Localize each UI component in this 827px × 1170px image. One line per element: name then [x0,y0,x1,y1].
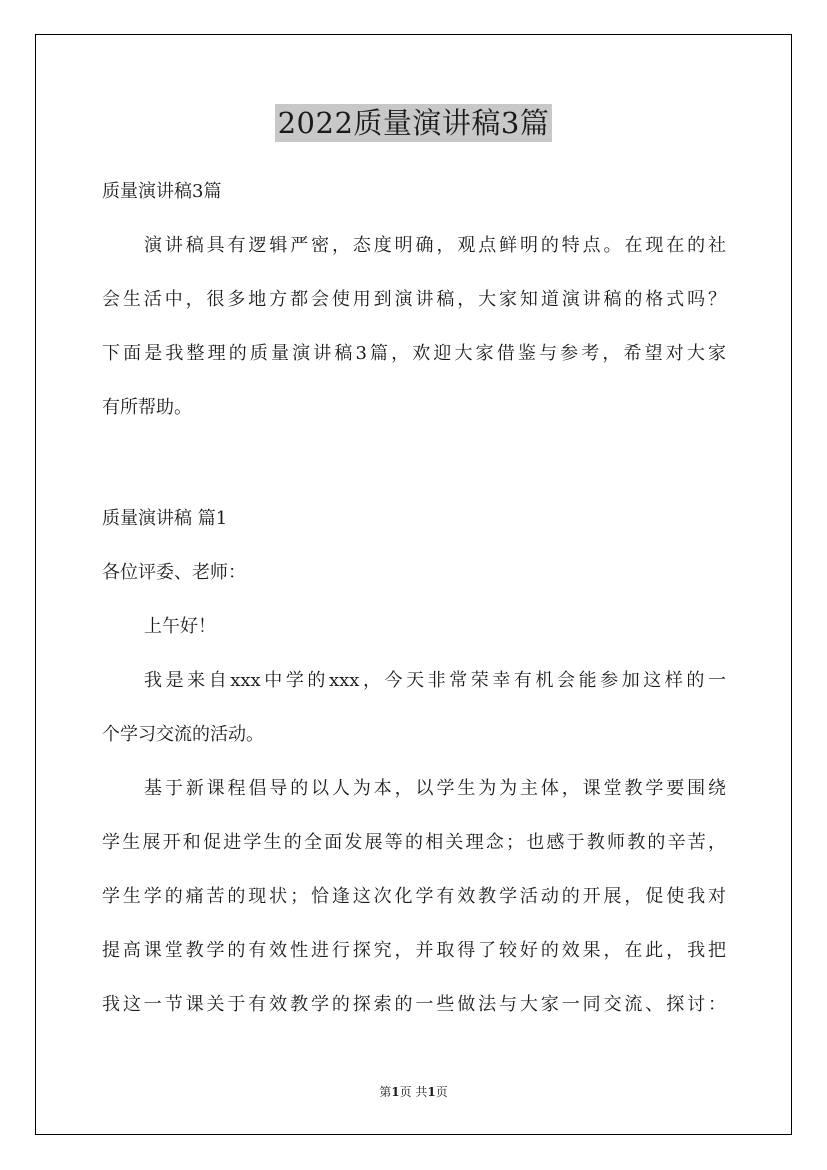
salutation: 各位评委、老师： [102,562,246,583]
section-heading: 质量演讲稿 篇1 [102,508,228,529]
intro-line: 演讲稿具有逻辑严密，态度明确，观点鲜明的特点。在现在的社 [144,235,726,256]
intro-line: 下面是我整理的质量演讲稿3篇，欢迎大家借鉴与参考，希望对大家 [102,343,726,364]
title-container [0,104,827,142]
paragraph-line: 我这一节课关于有效教学的探索的一些做法与大家一同交流、探讨： [102,994,726,1015]
page-number: 1 [391,1085,400,1099]
document-subtitle: 质量演讲稿3篇 [102,181,222,202]
paragraph-line: 学生展开和促进学生的全面发展等的相关理念；也感于教师教的辛苦， [102,832,726,853]
footer-suffix: 页 [435,1085,448,1099]
intro-line: 会生活中，很多地方都会使用到演讲稿，大家知道演讲稿的格式吗？ [102,289,726,310]
paragraph-line: 学生学的痛苦的现状；恰逢这次化学有效教学活动的开展，促使我对 [102,886,726,907]
paragraph-line: 我是来自xxx中学的xxx，今天非常荣幸有机会能参加这样的一 [144,670,726,691]
page-footer [0,1084,827,1100]
paragraph-line: 提高课堂教学的有效性进行探究，并取得了较好的效果，在此，我把 [102,940,726,961]
paragraph-line: 基于新课程倡导的以人为本，以学生为为主体，课堂教学要围绕 [144,778,726,799]
paragraph-line: 个学习交流的活动。 [102,724,264,745]
document-title: 2022质量演讲稿3篇 [275,104,553,142]
greeting: 上午好！ [144,616,216,637]
footer-mid: 页 共 [399,1085,428,1099]
footer-prefix: 第 [379,1085,392,1099]
intro-line: 有所帮助。 [102,397,192,418]
page-total: 1 [427,1085,436,1099]
